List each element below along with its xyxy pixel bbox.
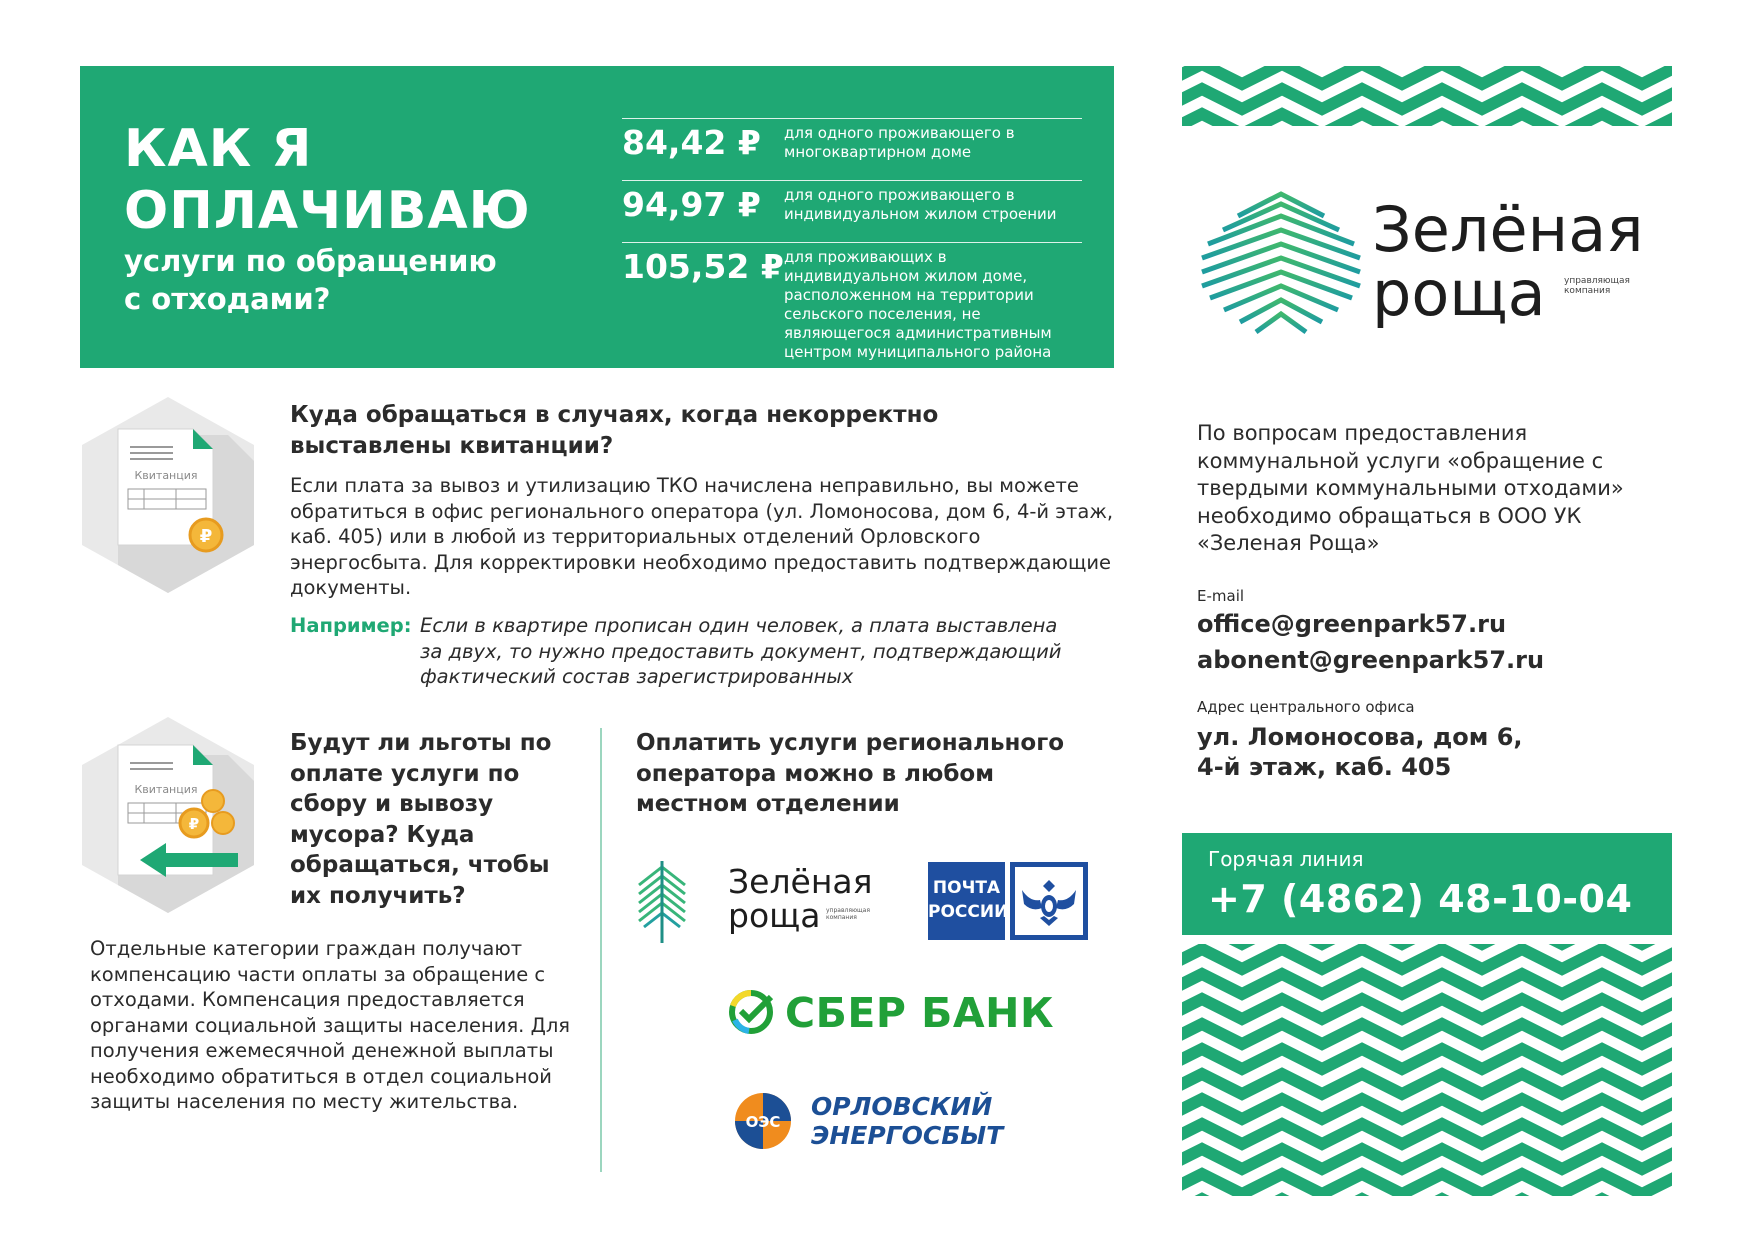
- sber-wordmark: СБЕР БАНК: [785, 989, 1054, 1037]
- column-divider: [600, 728, 602, 1172]
- tree-logo-icon: [1198, 176, 1364, 356]
- partner-pochta-rossii-logo: [928, 862, 1088, 940]
- receipt-icon: [78, 395, 258, 595]
- svg-text:₽: ₽: [188, 815, 200, 833]
- address-line1: ул. Ломоносова, дом 6,: [1197, 723, 1523, 751]
- zr-small-tag: управляющая компания: [826, 907, 870, 921]
- price-desc: для одного проживающего в индивидуальном жилом строении: [784, 186, 1057, 223]
- eagle-emblem-icon: [1010, 862, 1088, 940]
- price-row-2: [622, 180, 1082, 240]
- zr-small-line1: Зелёная: [728, 862, 873, 901]
- example-label: Например:: [290, 614, 412, 637]
- brand-logo: [1190, 170, 1670, 360]
- address-label: Адрес центрального офиса: [1197, 698, 1415, 716]
- brand-tag-line2: компания: [1564, 286, 1611, 296]
- hero-banner: [80, 66, 1114, 368]
- sber-icon: [727, 988, 775, 1036]
- hero-title-line2: ОПЛАЧИВАЮ: [124, 181, 531, 241]
- address-line2: 4-й этаж, каб. 405: [1197, 753, 1452, 781]
- example-text: Если в квартире прописан один человек, а плата выставлена за двух, то нужно предоставить документ, подтверждающий фактический состав зарегистрированных: [420, 614, 1062, 688]
- section2-body: Отдельные категории граждан получают компенсацию части оплаты за обращение с отходами. Компенсация предоставляется органами социальной защиты населения. Для получения ежемесячной денежной выплаты необходимо обратиться в отдел социальной защиты населения по месту жительства.: [90, 937, 571, 1113]
- oes-line1: ОРЛОВСКИЙ: [811, 1092, 993, 1121]
- receipt-icon-label: Квитанция: [134, 469, 198, 482]
- pochta-line2: РОССИИ: [928, 902, 1009, 922]
- price-desc: для проживающих в индивидуальном жилом доме, расположенном на территории сельского поселения, не являющегося административным центром муниципального района: [784, 248, 1052, 361]
- price-value: 105,52 ₽: [622, 247, 784, 286]
- price-desc: для одного проживающего в многоквартирном доме: [784, 124, 1015, 161]
- pay-title: Оплатить услуги регионального оператора можно в любом местном отделении: [636, 730, 1065, 817]
- receipt-icon-label: Квитанция: [134, 783, 198, 796]
- oes-badge-icon: [733, 1090, 793, 1152]
- svg-text:₽: ₽: [199, 526, 213, 547]
- brand-tag: [1564, 276, 1630, 296]
- oes-line2: ЭНЕРГОСБЫТ: [811, 1121, 1004, 1150]
- pochta-line1: ПОЧТА: [932, 878, 1001, 898]
- pochta-text-block: [928, 862, 1009, 940]
- email-label: E-mail: [1197, 587, 1245, 605]
- price-value: 94,97 ₽: [622, 185, 761, 224]
- email-link-abonent[interactable]: abonent@greenpark57.ru: [1197, 646, 1545, 674]
- oes-wordmark: [811, 1092, 1003, 1150]
- price-row-1: [622, 118, 1082, 178]
- partner-zelenaya-roshcha-logo: [636, 855, 876, 945]
- oes-badge-text: ОЭС: [745, 1113, 781, 1131]
- email-link-office[interactable]: office@greenpark57.ru: [1197, 610, 1507, 638]
- section2-title: Будут ли льготы по оплате услуги по сбору и вывозу мусора? Куда обращаться, чтобы их получить?: [290, 730, 552, 909]
- tree-icon: [636, 855, 688, 945]
- brand-name-line1: Зелёная: [1372, 193, 1644, 266]
- hotline-box: [1182, 833, 1672, 935]
- brand-name-line2: роща: [1372, 257, 1546, 330]
- partner-oes-logo: [733, 1090, 1023, 1152]
- hotline-number[interactable]: +7 (4862) 48-10-04: [1208, 877, 1633, 921]
- receipt-refund-icon: [78, 715, 258, 915]
- office-address: [1197, 722, 1617, 782]
- hero-subtitle: [124, 242, 497, 318]
- chevron-pattern-top: [1182, 66, 1672, 126]
- chevron-pattern-icon: [1182, 66, 1672, 126]
- partner-sberbank-logo: [727, 985, 1054, 1039]
- section1-body: Если плата за вывоз и утилизацию ТКО начислена неправильно, вы можете обратиться в офис регионального оператора (ул. Ломоносова, дом 6, 4-й этаж, каб. 405) или в любой из территориальных отделений Орловского энергосбыта. Для корректировки необходимо предоставить подтверждающие документы.: [290, 474, 1114, 599]
- hotline-label: Горячая линия: [1208, 847, 1364, 871]
- zr-small-line2: роща: [728, 896, 821, 935]
- brand-tag-line1: управляющая: [1564, 276, 1630, 286]
- hero-subtitle-line2: с отходами?: [124, 282, 331, 316]
- pochta-emblem-block: [1010, 862, 1088, 940]
- contact-intro: По вопросам предоставления коммунальной услуги «обращение с твердыми коммунальными отходами» необходимо обращаться в ООО УК «Зеленая Роща»: [1197, 421, 1624, 555]
- price-value: 84,42 ₽: [622, 123, 761, 162]
- price-row-3: [622, 242, 1082, 361]
- hero-subtitle-line1: услуги по обращению: [124, 244, 497, 278]
- hero-title-line1: КАК Я: [124, 119, 313, 179]
- section1-title: Куда обращаться в случаях, когда некорректно выставлены квитанции?: [290, 402, 939, 459]
- chevron-pattern-icon: [1182, 944, 1672, 1196]
- chevron-pattern-bottom: [1182, 944, 1672, 1196]
